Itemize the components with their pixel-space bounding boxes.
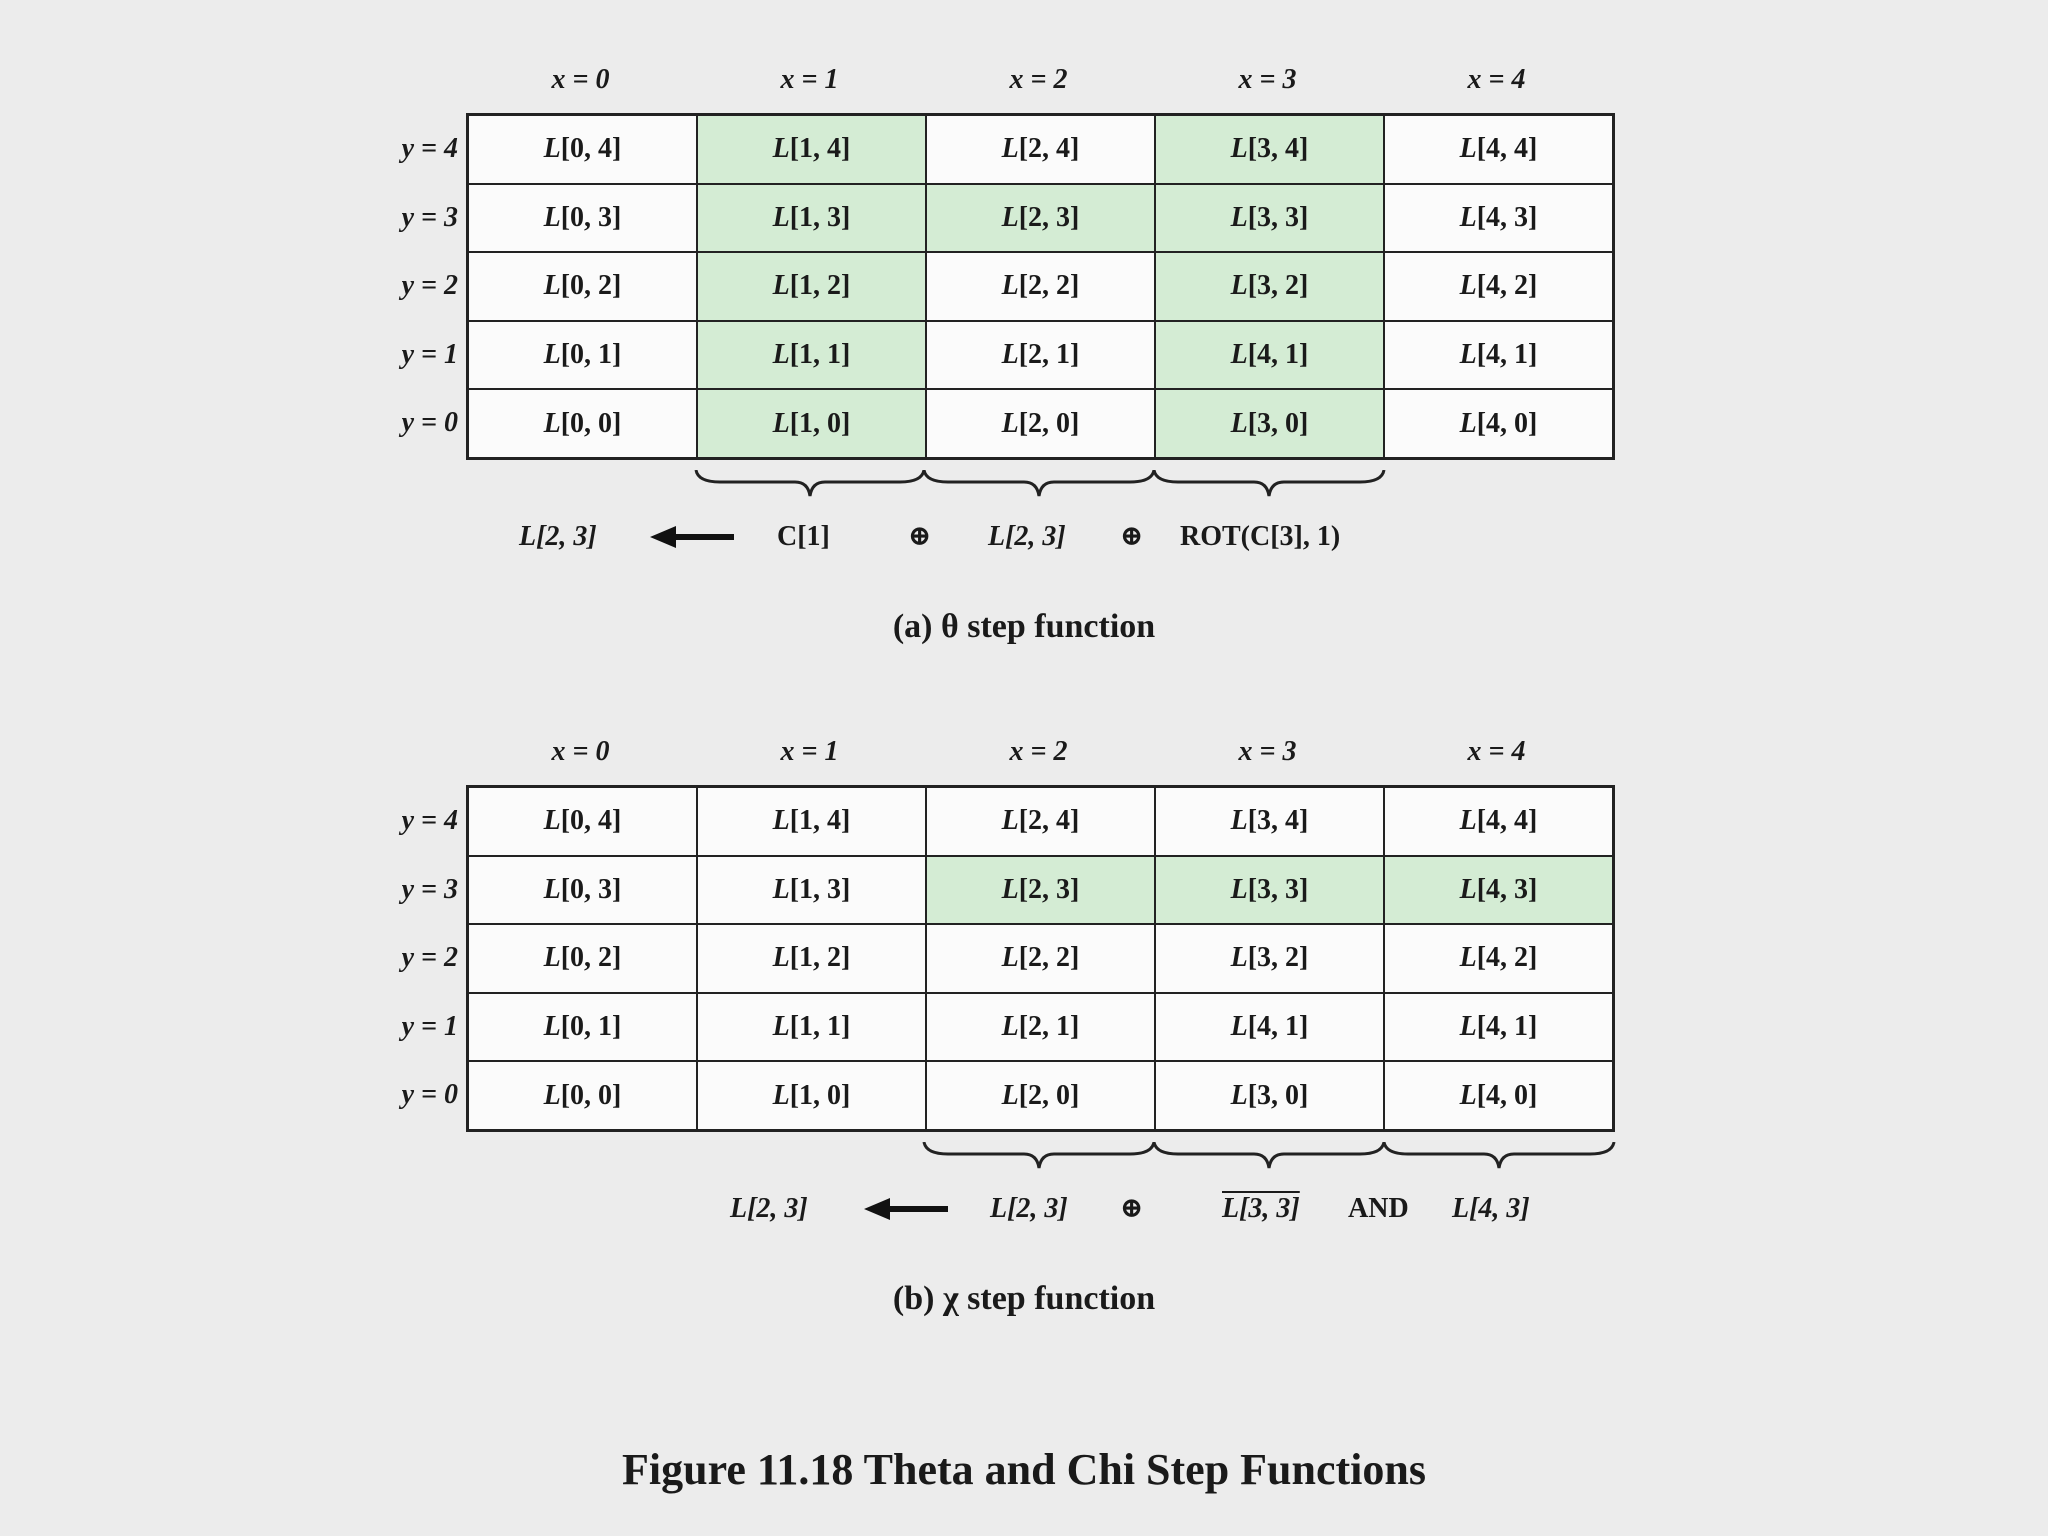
grid-cell — [1155, 321, 1384, 390]
x-header: x = 1 — [780, 64, 839, 95]
cell-index: [1, 2] — [789, 942, 851, 974]
y-header: y = 1 — [401, 339, 458, 370]
grid-cell — [697, 993, 926, 1062]
cell-var: L — [1459, 942, 1477, 974]
cell-index: [2, 2] — [1018, 270, 1080, 302]
cell-index: [0, 1] — [560, 339, 622, 371]
cell-index: [4, 1] — [1247, 1011, 1309, 1043]
cell-index: [2, 3] — [1018, 201, 1080, 233]
y-header: y = 0 — [401, 1079, 458, 1110]
state-grid — [466, 785, 1615, 1132]
xor-operator: ⊕ — [1120, 521, 1144, 552]
cell-var: L — [543, 942, 561, 974]
grid-cell — [1384, 184, 1613, 253]
cell-index: [2, 0] — [1018, 1079, 1080, 1111]
grid-cell — [1155, 856, 1384, 925]
grid-cell — [926, 1061, 1155, 1130]
cell-var: L — [1230, 942, 1248, 974]
x-header: x = 2 — [1009, 64, 1068, 95]
grid-cell — [1155, 993, 1384, 1062]
grid-cell — [1155, 184, 1384, 253]
cell-var: L — [1230, 1079, 1248, 1111]
cell-var: L — [1459, 1079, 1477, 1111]
cell-index: [2, 2] — [1018, 942, 1080, 974]
grid-cell — [1155, 115, 1384, 184]
cell-var: L — [1230, 201, 1248, 233]
cell-index: [4, 4] — [1476, 805, 1538, 837]
x-header: x = 4 — [1467, 64, 1526, 95]
cell-var: L — [772, 407, 790, 439]
grid-cell — [468, 252, 697, 321]
y-header: y = 3 — [401, 202, 458, 233]
grid-cell — [697, 856, 926, 925]
cell-index: [2, 1] — [1018, 1011, 1080, 1043]
cell-var: L — [1230, 873, 1248, 905]
grid-cell — [1384, 787, 1613, 856]
grid-cell — [926, 924, 1155, 993]
grid-cell — [697, 924, 926, 993]
cell-var: L — [1459, 805, 1477, 837]
grid-cell — [468, 321, 697, 390]
grid-cell — [926, 856, 1155, 925]
cell-index: [1, 1] — [789, 339, 851, 371]
grid-cell — [1155, 1061, 1384, 1130]
grid-cell — [926, 321, 1155, 390]
cell-index: [0, 4] — [560, 805, 622, 837]
brace — [924, 470, 1154, 496]
x-header: x = 2 — [1009, 736, 1068, 767]
grid-cell — [1384, 1061, 1613, 1130]
chi-panel — [0, 672, 2048, 1344]
x-header: x = 4 — [1467, 736, 1526, 767]
grid-cell — [926, 115, 1155, 184]
cell-index: [0, 2] — [560, 942, 622, 974]
cell-index: [4, 4] — [1476, 133, 1538, 165]
formula-term2: L[2, 3] — [988, 521, 1066, 552]
grid-cell — [697, 252, 926, 321]
formula-lhs: L[2, 3] — [730, 1193, 808, 1224]
cell-index: [2, 1] — [1018, 339, 1080, 371]
cell-index: [3, 3] — [1247, 873, 1309, 905]
cell-index: [1, 4] — [789, 133, 851, 165]
cell-var: L — [1001, 201, 1019, 233]
cell-var: L — [1001, 339, 1019, 371]
cell-var: L — [543, 270, 561, 302]
brace — [924, 1142, 1154, 1168]
theta-panel — [0, 0, 2048, 672]
grid-cell — [468, 1061, 697, 1130]
cell-var: L — [1001, 1011, 1019, 1043]
y-header: y = 4 — [401, 805, 458, 836]
cell-var: L — [772, 270, 790, 302]
cell-var: L — [1001, 133, 1019, 165]
cell-var: L — [1459, 1011, 1477, 1043]
cell-var: L — [1001, 270, 1019, 302]
cell-var: L — [543, 339, 561, 371]
cell-var: L — [1001, 942, 1019, 974]
cell-var: L — [772, 339, 790, 371]
brace — [1154, 1142, 1384, 1168]
cell-var: L — [772, 133, 790, 165]
cell-index: [0, 4] — [560, 133, 622, 165]
cell-index: [1, 4] — [789, 805, 851, 837]
grid-cell — [697, 184, 926, 253]
cell-index: [4, 3] — [1476, 201, 1538, 233]
cell-var: L — [1230, 407, 1248, 439]
cell-index: [1, 3] — [789, 201, 851, 233]
cell-index: [2, 3] — [1018, 873, 1080, 905]
cell-var: L — [543, 201, 561, 233]
y-header: y = 2 — [401, 270, 458, 301]
grid-cell — [697, 321, 926, 390]
cell-var: L — [1459, 201, 1477, 233]
grouping-braces — [0, 1142, 2048, 1182]
x-header: x = 3 — [1238, 736, 1297, 767]
and-operator: AND — [1348, 1193, 1409, 1224]
grid-cell — [1384, 115, 1613, 184]
grid-cell — [1384, 389, 1613, 458]
brace — [696, 470, 924, 496]
cell-var: L — [1459, 133, 1477, 165]
cell-var: L — [1001, 805, 1019, 837]
grid-cell — [1384, 252, 1613, 321]
cell-var: L — [1230, 1011, 1248, 1043]
grid-cell — [697, 787, 926, 856]
cell-var: L — [772, 942, 790, 974]
cell-index: [0, 2] — [560, 270, 622, 302]
cell-index: [1, 0] — [789, 407, 851, 439]
cell-index: [4, 1] — [1476, 339, 1538, 371]
grid-cell — [1384, 321, 1613, 390]
formula-term3: ROT(C[3], 1) — [1180, 521, 1341, 552]
formula-lhs: L[2, 3] — [519, 521, 597, 552]
x-header: x = 3 — [1238, 64, 1297, 95]
cell-index: [0, 0] — [560, 1079, 622, 1111]
grid-cell — [926, 993, 1155, 1062]
grid-cell — [926, 787, 1155, 856]
cell-index: [4, 2] — [1476, 942, 1538, 974]
cell-var: L — [1230, 270, 1248, 302]
formula-term2-negated: L[3, 3] — [1222, 1193, 1300, 1224]
cell-index: [2, 4] — [1018, 133, 1080, 165]
cell-var: L — [1001, 407, 1019, 439]
cell-var: L — [543, 407, 561, 439]
cell-var: L — [772, 805, 790, 837]
brace — [1384, 1142, 1614, 1168]
cell-index: [4, 0] — [1476, 1079, 1538, 1111]
cell-index: [4, 2] — [1476, 270, 1538, 302]
cell-var: L — [543, 805, 561, 837]
grid-cell — [468, 115, 697, 184]
chi-symbol: χ — [942, 1280, 959, 1317]
cell-var: L — [543, 133, 561, 165]
formula-term3: L[4, 3] — [1452, 1193, 1530, 1224]
caption-suffix: step function — [967, 608, 1156, 645]
figure-caption: Figure 11.18 Theta and Chi Step Functions — [622, 1445, 1426, 1494]
grid-cell — [1155, 924, 1384, 993]
grid-cell — [1155, 787, 1384, 856]
cell-index: [0, 0] — [560, 407, 622, 439]
cell-index: [4, 3] — [1476, 873, 1538, 905]
cell-var: L — [1001, 1079, 1019, 1111]
cell-var: L — [543, 1011, 561, 1043]
left-arrow-icon — [864, 1196, 950, 1222]
grid-cell — [926, 252, 1155, 321]
grid-cell — [468, 924, 697, 993]
formula-term1: C[1] — [777, 521, 830, 552]
caption-suffix: step function — [967, 1280, 1156, 1317]
cell-index: [2, 4] — [1018, 805, 1080, 837]
cell-index: [4, 1] — [1247, 339, 1309, 371]
cell-index: [4, 0] — [1476, 407, 1538, 439]
cell-var: L — [772, 1011, 790, 1043]
theta-symbol: θ — [940, 608, 959, 645]
cell-index: [0, 3] — [560, 201, 622, 233]
grid-cell — [1155, 252, 1384, 321]
brace — [1154, 470, 1384, 496]
x-header: x = 0 — [551, 736, 610, 767]
cell-index: [3, 0] — [1247, 1079, 1309, 1111]
cell-index: [0, 1] — [560, 1011, 622, 1043]
cell-var: L — [1001, 873, 1019, 905]
cell-index: [1, 2] — [789, 270, 851, 302]
grid-cell — [468, 856, 697, 925]
cell-var: L — [543, 873, 561, 905]
state-grid — [466, 113, 1615, 460]
y-header: y = 3 — [401, 874, 458, 905]
grouping-braces — [0, 470, 2048, 510]
cell-var: L — [1459, 270, 1477, 302]
cell-index: [1, 1] — [789, 1011, 851, 1043]
cell-index: [1, 3] — [789, 873, 851, 905]
panel-caption — [0, 1275, 2048, 1323]
panel-caption — [0, 603, 2048, 651]
grid-cell — [468, 184, 697, 253]
grid-cell — [468, 787, 697, 856]
caption-prefix: (b) — [892, 1280, 935, 1317]
cell-index: [3, 4] — [1247, 805, 1309, 837]
y-header: y = 1 — [401, 1011, 458, 1042]
xor-operator: ⊕ — [908, 521, 932, 552]
cell-var: L — [772, 201, 790, 233]
y-header: y = 2 — [401, 942, 458, 973]
cell-index: [2, 0] — [1018, 407, 1080, 439]
grid-cell — [926, 389, 1155, 458]
cell-var: L — [1459, 407, 1477, 439]
grid-cell — [697, 115, 926, 184]
x-header: x = 1 — [780, 736, 839, 767]
left-arrow-icon — [650, 524, 736, 550]
grid-cell — [468, 389, 697, 458]
cell-var: L — [772, 873, 790, 905]
cell-index: [3, 0] — [1247, 407, 1309, 439]
grid-cell — [468, 993, 697, 1062]
formula-term1: L[2, 3] — [990, 1193, 1068, 1224]
cell-index: [3, 3] — [1247, 201, 1309, 233]
cell-var: L — [772, 1079, 790, 1111]
cell-index: [0, 3] — [560, 873, 622, 905]
grid-cell — [1155, 389, 1384, 458]
cell-var: L — [1230, 805, 1248, 837]
cell-index: [4, 1] — [1476, 1011, 1538, 1043]
x-header: x = 0 — [551, 64, 610, 95]
grid-cell — [1384, 924, 1613, 993]
grid-cell — [1384, 993, 1613, 1062]
cell-index: [1, 0] — [789, 1079, 851, 1111]
cell-var: L — [1230, 339, 1248, 371]
caption-prefix: (a) — [892, 608, 933, 645]
grid-cell — [697, 389, 926, 458]
cell-index: [3, 4] — [1247, 133, 1309, 165]
cell-index: [3, 2] — [1247, 942, 1309, 974]
y-header: y = 4 — [401, 133, 458, 164]
grid-cell — [1384, 856, 1613, 925]
xor-operator: ⊕ — [1120, 1193, 1144, 1224]
grid-cell — [926, 184, 1155, 253]
cell-var: L — [1459, 873, 1477, 905]
cell-var: L — [543, 1079, 561, 1111]
grid-cell — [697, 1061, 926, 1130]
cell-var: L — [1230, 133, 1248, 165]
cell-var: L — [1459, 339, 1477, 371]
cell-index: [3, 2] — [1247, 270, 1309, 302]
y-header: y = 0 — [401, 407, 458, 438]
